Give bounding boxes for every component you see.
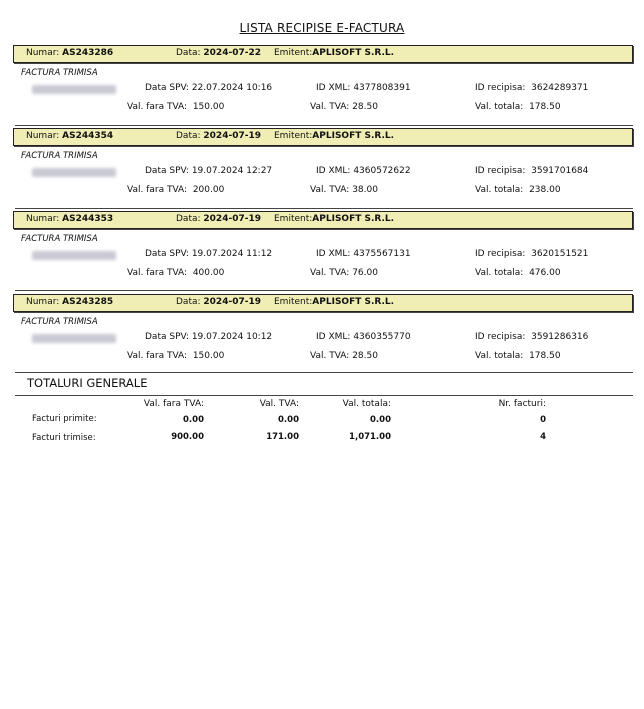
val-fara-tva: Val. fara TVA: 400.00: [127, 268, 225, 278]
val-fara-tva: Val. fara TVA: 200.00: [127, 185, 225, 195]
id-xml: ID XML: 4360572622: [316, 166, 411, 176]
page-title: LISTA RECIPISE E-FACTURA: [239, 21, 405, 35]
totals-cell: 900.00: [171, 432, 204, 442]
totals-divider: [15, 395, 633, 396]
totals-cell: 171.00: [266, 432, 299, 442]
emitent-field: Emitent:APLISOFT S.R.L.: [274, 214, 395, 224]
val-totala: Val. totala: 178.50: [475, 102, 561, 112]
id-recipisa: ID recipisa: 3624289371: [475, 83, 589, 93]
totals-row-label: Facturi trimise:: [32, 433, 96, 443]
val-tva: Val. TVA: 38.00: [310, 185, 378, 195]
totals-header-nr-facturi: Nr. facturi:: [498, 399, 546, 409]
totals-row-label: Facturi primite:: [32, 414, 97, 424]
invoice-header: [13, 128, 633, 146]
client-name-redacted: [32, 251, 116, 260]
numar-field: Numar: AS243286: [26, 48, 114, 58]
totals-header-val-totala: Val. totala:: [342, 399, 391, 409]
client-name-redacted: [32, 334, 116, 343]
client-name-redacted: [32, 168, 116, 177]
id-recipisa: ID recipisa: 3591701684: [475, 166, 589, 176]
invoice-divider: [15, 372, 633, 373]
id-xml: ID XML: 4360355770: [316, 332, 411, 342]
val-tva: Val. TVA: 28.50: [310, 351, 378, 361]
totals-cell: 0.00: [370, 415, 391, 425]
totals-cell: 1,071.00: [349, 432, 391, 442]
invoice-type: FACTURA TRIMISA: [21, 68, 98, 78]
totals-cell: 0.00: [278, 415, 299, 425]
data-spv: Data SPV: 22.07.2024 10:16: [145, 83, 273, 93]
invoice-block: [13, 128, 633, 206]
invoice-divider: [15, 290, 633, 291]
emitent-field: Emitent:APLISOFT S.R.L.: [274, 131, 395, 141]
invoice-block: [13, 45, 633, 123]
emitent-field: Emitent:APLISOFT S.R.L.: [274, 48, 395, 58]
numar-field: Numar: AS244354: [26, 131, 114, 141]
invoice-block: [13, 294, 633, 372]
val-fara-tva: Val. fara TVA: 150.00: [127, 351, 225, 361]
val-totala: Val. totala: 178.50: [475, 351, 561, 361]
invoice-header: [13, 45, 633, 63]
invoice-header: [13, 211, 633, 229]
data-spv: Data SPV: 19.07.2024 12:27: [145, 166, 273, 176]
data-field: Data: 2024-07-19: [176, 297, 261, 307]
invoice-divider: [15, 208, 633, 209]
data-field: Data: 2024-07-19: [176, 131, 261, 141]
numar-field: Numar: AS244353: [26, 214, 114, 224]
totals-cell: 4: [540, 432, 546, 442]
id-recipisa: ID recipisa: 3591286316: [475, 332, 589, 342]
client-name-redacted: [32, 85, 116, 94]
totals-header-val-tva: Val. TVA:: [259, 399, 299, 409]
numar-field: Numar: AS243285: [26, 297, 114, 307]
invoice-type: FACTURA TRIMISA: [21, 234, 98, 244]
id-xml: ID XML: 4377808391: [316, 83, 411, 93]
val-totala: Val. totala: 476.00: [475, 268, 561, 278]
val-tva: Val. TVA: 76.00: [310, 268, 378, 278]
invoice-block: [13, 211, 633, 289]
invoice-divider: [15, 125, 633, 126]
val-totala: Val. totala: 238.00: [475, 185, 561, 195]
invoice-type: FACTURA TRIMISA: [21, 317, 98, 327]
totals-title: TOTALURI GENERALE: [27, 376, 148, 390]
invoice-type: FACTURA TRIMISA: [21, 151, 98, 161]
id-xml: ID XML: 4375567131: [316, 249, 411, 259]
emitent-field: Emitent:APLISOFT S.R.L.: [274, 297, 395, 307]
data-spv: Data SPV: 19.07.2024 11:12: [145, 249, 273, 259]
data-spv: Data SPV: 19.07.2024 10:12: [145, 332, 273, 342]
data-field: Data: 2024-07-19: [176, 214, 261, 224]
val-tva: Val. TVA: 28.50: [310, 102, 378, 112]
totals-header-val-fara-tva: Val. fara TVA:: [143, 399, 204, 409]
data-field: Data: 2024-07-22: [176, 48, 261, 58]
id-recipisa: ID recipisa: 3620151521: [475, 249, 589, 259]
totals-cell: 0.00: [183, 415, 204, 425]
totals-cell: 0: [540, 415, 546, 425]
invoice-header: [13, 294, 633, 312]
val-fara-tva: Val. fara TVA: 150.00: [127, 102, 225, 112]
